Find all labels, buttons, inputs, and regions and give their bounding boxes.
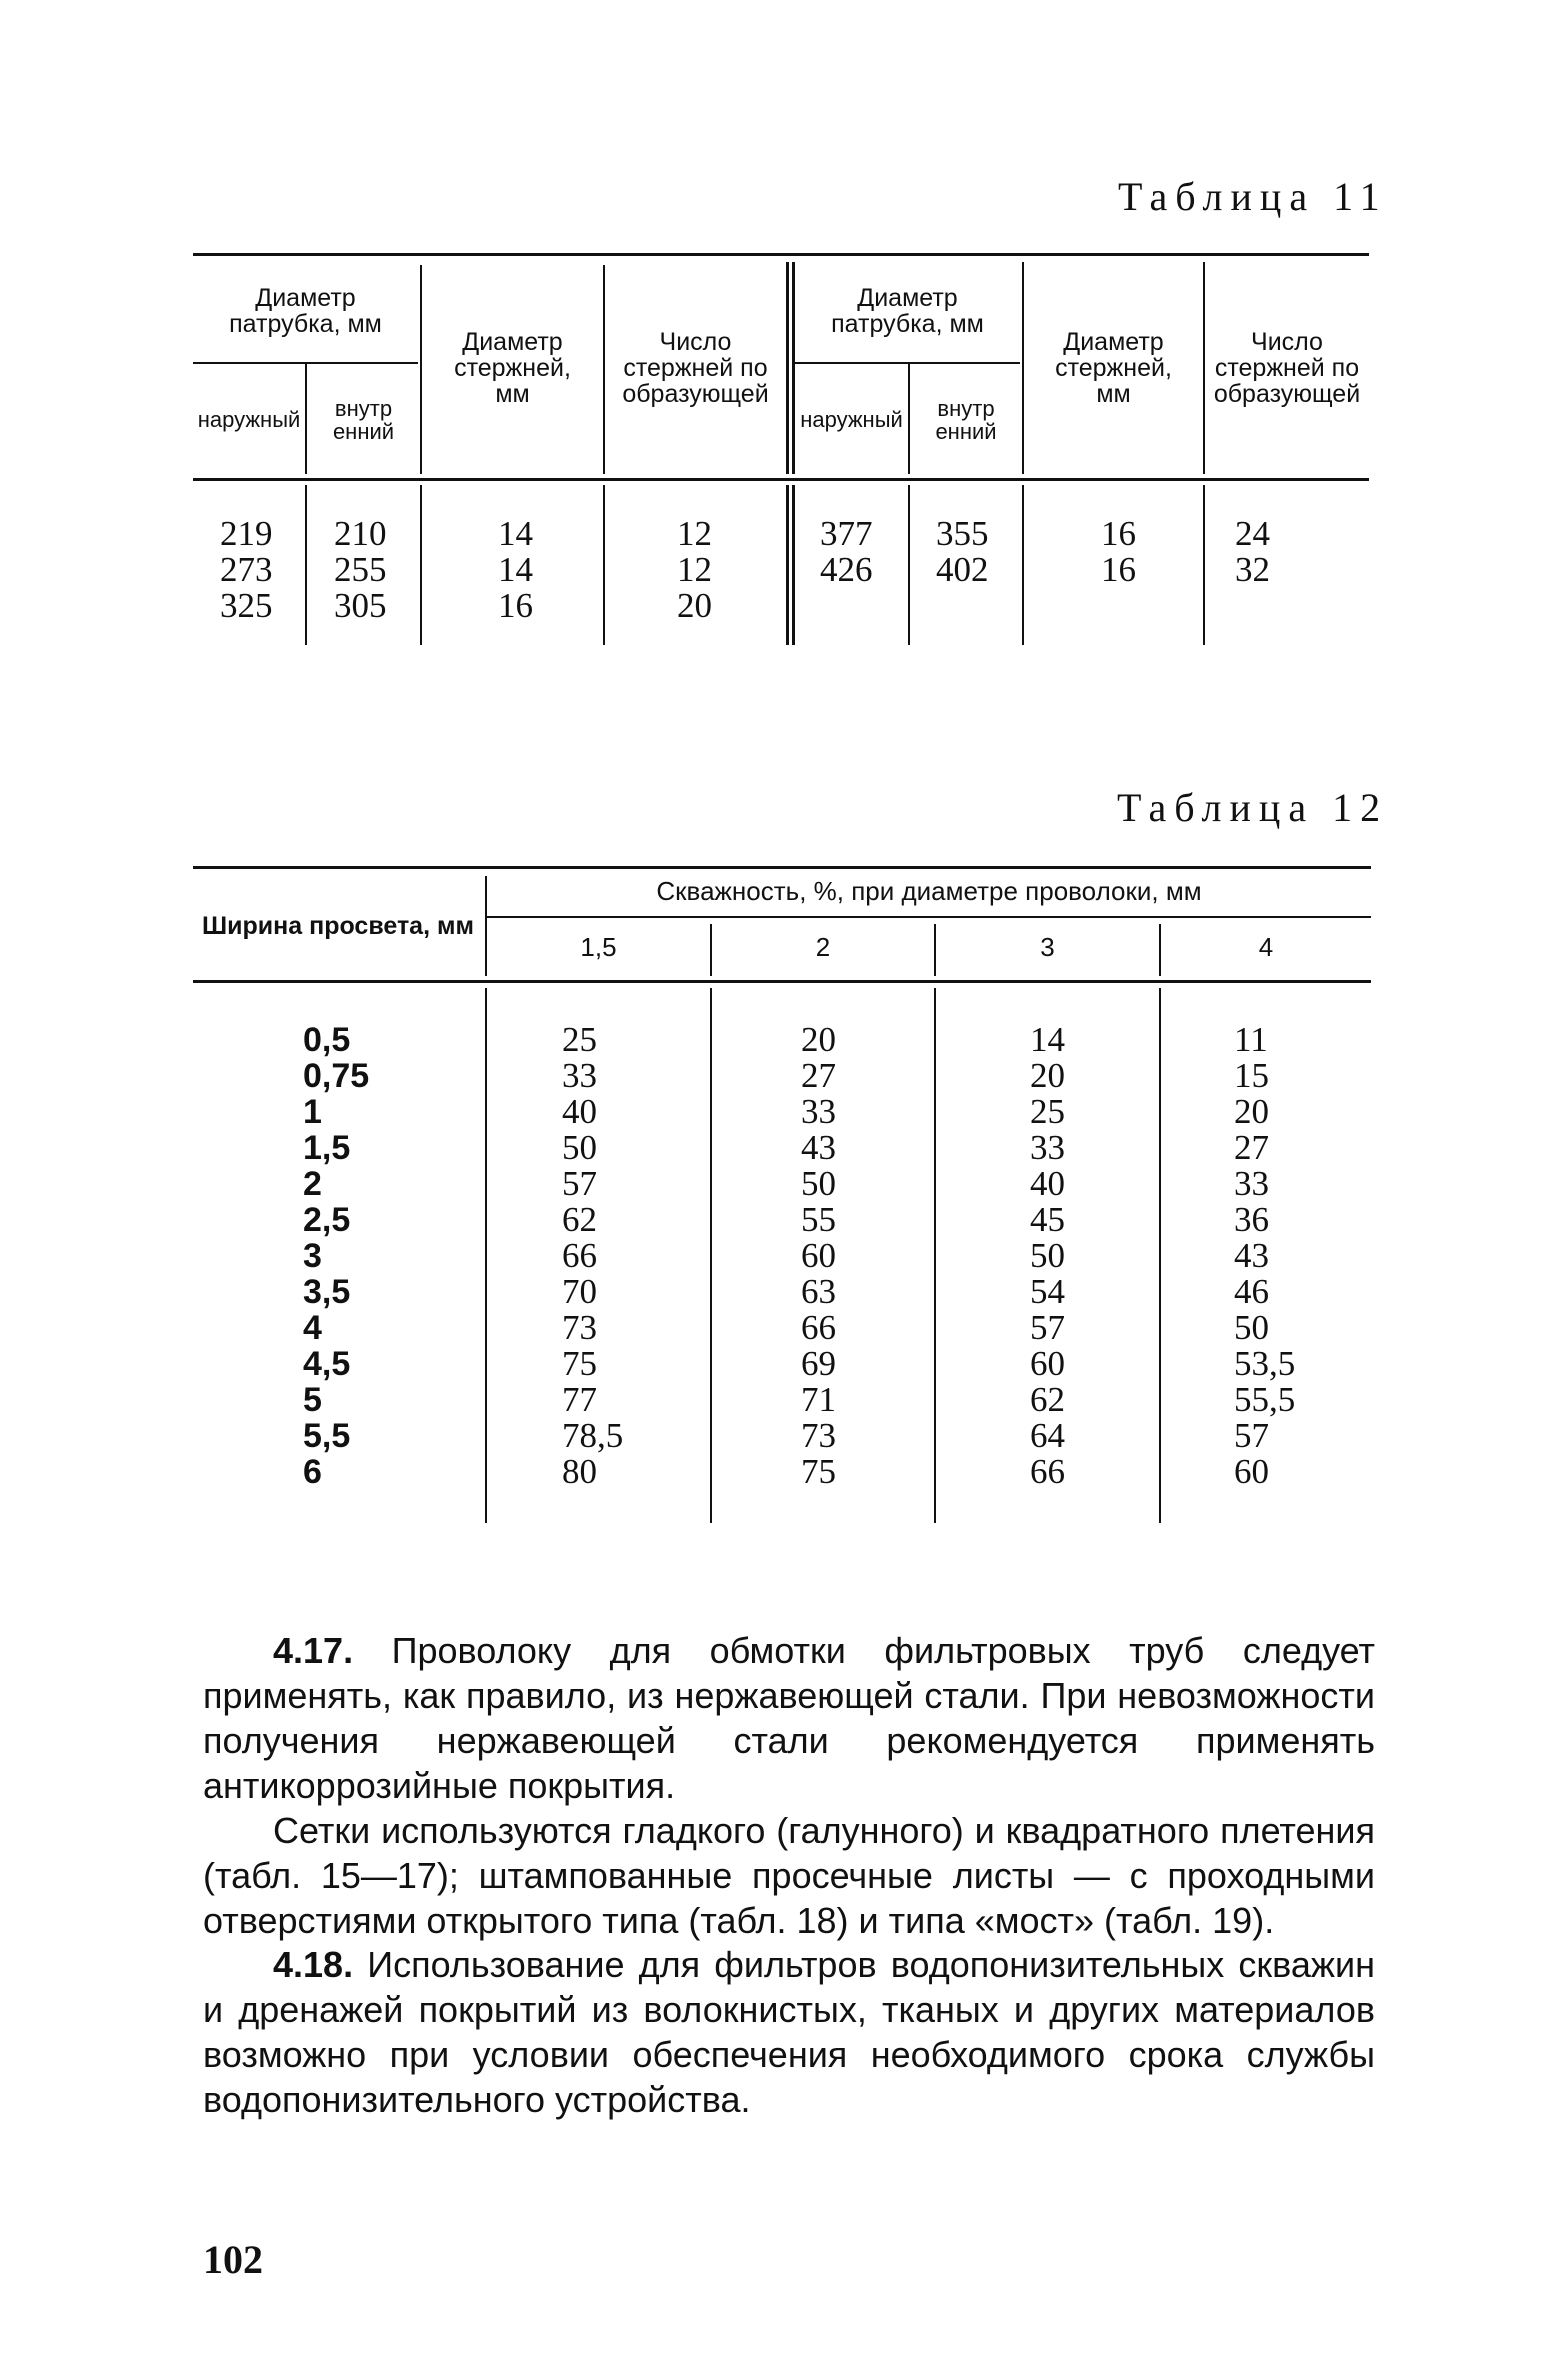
table-cell: 20 [801, 1020, 836, 1059]
table-cell: 2,5 [303, 1201, 351, 1239]
table-cell: 4,5 [303, 1345, 351, 1383]
table-cell: 54 [1030, 1272, 1065, 1311]
table-cell: 14 [1030, 1020, 1065, 1059]
table-cell: 11 [1234, 1020, 1268, 1059]
paragraph-4-18 [203, 1942, 1375, 2122]
table-cell: 2 [303, 1165, 322, 1203]
table-cell: 27 [801, 1056, 836, 1095]
table-cell: 426 [820, 550, 873, 589]
table-11-vrule [1022, 485, 1024, 645]
table-cell: 20 [677, 586, 712, 625]
table-cell: 1,5 [303, 1129, 351, 1167]
table-12-vrule [934, 988, 936, 1523]
table-cell: 355 [936, 514, 989, 553]
table-cell: 50 [562, 1128, 597, 1167]
table-12-col-width [303, 1022, 369, 1490]
table-cell: 77 [562, 1380, 597, 1419]
table-cell: 1 [303, 1093, 322, 1131]
table-11-header-bottom-rule [193, 478, 1369, 481]
paragraph-nets [203, 1808, 1375, 1943]
table-11-vrule [305, 485, 307, 645]
table-cell: 69 [801, 1344, 836, 1383]
table-cell: 55 [801, 1200, 836, 1239]
table-11-header-rod-diameter: Диаметр стержней, мм [454, 327, 571, 409]
table-cell: 325 [220, 586, 273, 625]
table-cell: 64 [1030, 1416, 1065, 1455]
table-11-col-rod-diameter [498, 516, 533, 624]
table-cell: 50 [1234, 1308, 1269, 1347]
table-11-col-inner [334, 516, 387, 624]
table-cell: 75 [562, 1344, 597, 1383]
table-cell: 73 [801, 1416, 836, 1455]
table-cell: 33 [801, 1092, 836, 1131]
table-11-vrule-double [786, 485, 789, 645]
table-cell: 66 [1030, 1452, 1065, 1491]
table-cell: 24 [1235, 514, 1270, 553]
table-12-vrule [1159, 988, 1161, 1523]
table-cell: 12 [677, 550, 712, 589]
table-cell: 273 [220, 550, 273, 589]
table-cell: 50 [1030, 1236, 1065, 1275]
table-cell: 15 [1234, 1056, 1269, 1095]
page-number: 102 [203, 2237, 263, 2282]
table-cell: 55,5 [1234, 1380, 1296, 1419]
table-11-subheader-rule-right [792, 362, 1020, 364]
table-cell: 3 [303, 1237, 322, 1275]
table-cell: 63 [801, 1272, 836, 1311]
table-11-vrule-double [786, 262, 789, 474]
table-cell: 33 [1030, 1128, 1065, 1167]
table-cell: 4 [303, 1309, 322, 1347]
table-11-col-outer-right [820, 516, 873, 588]
table-cell: 5 [303, 1381, 322, 1419]
table-12-header-diameter: 3 [1040, 932, 1055, 963]
table-cell: 25 [562, 1020, 597, 1059]
table-11-header-outer-right: наружный [800, 407, 903, 433]
table-11-header-inner-right: внутренний [935, 395, 997, 444]
table-cell: 33 [1234, 1164, 1269, 1203]
table-11-vrule [908, 485, 910, 645]
paragraph-4-17 [203, 1628, 1375, 1808]
table-12-header-porosity: Скважность, %, при диаметре проволоки, мм [656, 876, 1202, 907]
table-cell: 0,75 [303, 1057, 370, 1095]
table-12-vrule [710, 988, 712, 1523]
table-12-caption: Таблица 12 [1117, 785, 1389, 830]
table-11-header-rod-diameter-right: Диаметр стержней, мм [1055, 327, 1172, 409]
paragraph-text: Сетки используются гладкого (галунного) и квадратного плетения (табл. 15—17); штампованные просечные листы — с проходными отверстиями открытого типа (табл. 18) и типа «мост» (табл. 19). [203, 1810, 1375, 1941]
table-cell: 27 [1234, 1128, 1269, 1167]
table-cell: 62 [562, 1200, 597, 1239]
table-11-vrule-double [792, 485, 795, 645]
table-cell: 377 [820, 514, 873, 553]
table-cell: 60 [1234, 1452, 1269, 1491]
table-11-header-rod-count: Число стержней по образующей [622, 327, 769, 409]
table-11-col-rod-count [677, 516, 712, 624]
table-cell: 25 [1030, 1092, 1065, 1131]
paragraph-number: 4.17. [273, 1630, 354, 1671]
table-cell: 14 [498, 514, 533, 553]
table-cell: 40 [562, 1092, 597, 1131]
table-cell: 33 [562, 1056, 597, 1095]
table-12-top-rule [193, 866, 1371, 869]
table-11-header-inner: внутренний [332, 395, 395, 444]
paragraph-text: Проволоку для обмотки фильтровых труб следует применять, как правило, из нержавеющей стали. При невозможности получения нержавеющей стали рекомендуется применять антикоррозийные покрытия. [203, 1630, 1375, 1806]
table-cell: 5,5 [303, 1417, 351, 1455]
table-cell: 60 [1030, 1344, 1065, 1383]
table-cell: 40 [1030, 1164, 1065, 1203]
table-11-col-rod-count-right [1235, 516, 1270, 588]
table-cell: 45 [1030, 1200, 1065, 1239]
table-12-header-diameter: 1,5 [580, 932, 617, 963]
table-cell: 43 [1234, 1236, 1269, 1275]
table-11-col-outer [220, 516, 273, 624]
table-cell: 219 [220, 514, 273, 553]
table-cell: 73 [562, 1308, 597, 1347]
table-12-col-d3 [1030, 1022, 1065, 1490]
table-cell: 80 [562, 1452, 597, 1491]
table-12-col-d2 [801, 1022, 836, 1490]
table-cell: 255 [334, 550, 387, 589]
table-12-col-d4 [1234, 1022, 1295, 1490]
table-11-header-outer: наружный [197, 407, 301, 433]
table-12-vrule [485, 988, 487, 1523]
table-cell: 305 [334, 586, 387, 625]
table-cell: 75 [801, 1452, 836, 1491]
table-cell: 50 [801, 1164, 836, 1203]
table-12-col-d15 [562, 1022, 623, 1490]
table-cell: 20 [1030, 1056, 1065, 1095]
table-cell: 36 [1234, 1200, 1269, 1239]
table-cell: 32 [1235, 550, 1270, 589]
table-cell: 20 [1234, 1092, 1269, 1131]
table-cell: 6 [303, 1453, 322, 1491]
table-cell: 57 [1234, 1416, 1269, 1455]
table-cell: 57 [1030, 1308, 1065, 1347]
table-cell: 3,5 [303, 1273, 351, 1311]
table-11-vrule [1203, 485, 1205, 645]
table-cell: 53,5 [1234, 1344, 1296, 1383]
table-cell: 70 [562, 1272, 597, 1311]
table-11-header-pipe-diameter-right: Диаметр патрубка, мм [831, 283, 984, 338]
table-11-header-pipe-diameter: Диаметр патрубка, мм [229, 283, 382, 338]
table-12-header-bottom-rule [193, 980, 1371, 983]
table-cell: 16 [1101, 514, 1136, 553]
table-12-header-diameter: 4 [1258, 932, 1274, 963]
table-cell: 0,5 [303, 1021, 351, 1059]
table-12-header-width: Ширина просвета, мм [202, 911, 474, 940]
table-cell: 16 [1101, 550, 1136, 589]
table-11-caption: Таблица 11 [1118, 174, 1388, 219]
table-cell: 66 [801, 1308, 836, 1347]
table-11-vrule [420, 485, 422, 645]
table-cell: 210 [334, 514, 387, 553]
table-12-subheader-rule [485, 916, 1371, 918]
table-cell: 78,5 [562, 1416, 624, 1455]
table-cell: 12 [677, 514, 712, 553]
table-cell: 402 [936, 550, 989, 589]
table-cell: 43 [801, 1128, 836, 1167]
table-11-vrule [603, 485, 605, 645]
table-cell: 14 [498, 550, 533, 589]
table-12-header-diameter: 2 [815, 932, 831, 963]
table-11-col-rod-diameter-right [1101, 516, 1136, 588]
paragraph-number: 4.18. [273, 1944, 354, 1985]
table-cell: 16 [498, 586, 533, 625]
table-cell: 71 [801, 1380, 836, 1419]
table-cell: 66 [562, 1236, 597, 1275]
table-11-header-rod-count-right: Число стержней по образующей [1213, 327, 1361, 409]
table-cell: 60 [801, 1236, 836, 1275]
paragraph-text: Использование для фильтров водопонизительных скважин и дренажей покрытий из волокнистых, тканых и других материалов возможно при условии обеспечения необходимого срока службы водопонизительного устройства. [203, 1944, 1375, 2120]
table-11-col-inner-right [936, 516, 989, 588]
table-11-top-rule [193, 253, 1369, 256]
table-cell: 57 [562, 1164, 597, 1203]
table-cell: 62 [1030, 1380, 1065, 1419]
table-cell: 46 [1234, 1272, 1269, 1311]
